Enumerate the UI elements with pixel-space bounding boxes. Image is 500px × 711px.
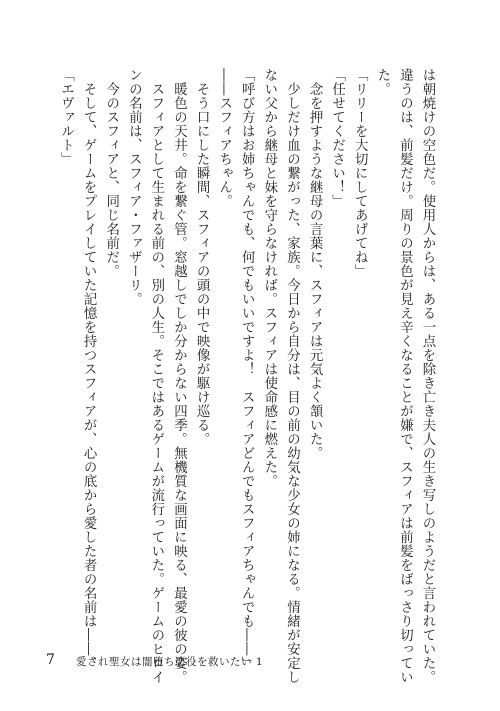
text-line: た。 [374,68,390,96]
text-line: スフィアとして生まれる前の、別の人生。そこではあるゲームが流行っていた。ゲームのヒロイ [148,68,164,684]
text-line: ない父から継母と妹を守らなければ。スフィアは使命感に燃えた。 [261,68,277,488]
text-line: ンの名前は、スフィア・ファザーリ。 [126,68,142,306]
text-line: ――スフィアちゃん。 [216,68,232,208]
text-line: は朝焼けの空色だ。使用人からは、ある一点を除き亡き夫人の生き写しのようだと言われていた。 [420,68,435,684]
text-line: 暖色の天井。命を繋ぐ管。窓越しでしか分からない四季。無機質な画面に映る、最愛の彼の姿。 [171,68,187,684]
text-line: 「リリーを大切にしてあげてね」 [352,68,368,278]
text-line: 念を押すような継母の言葉に、スフィアは元気よく頷いた。 [307,68,323,460]
text-line: 「エヴァルト」 [58,68,74,166]
page-number: 7 [46,652,55,668]
running-title: 愛され聖女は闇堕ち悪役を救いたい 1 [76,656,264,668]
text-line: そして、ゲームをプレイしていた記憶を持つスフィアが、心の底から愛した者の名前は――、 [81,68,97,670]
text-line: 少しだけ血の繋がった、家族。今日から自分は、目の前の幼気な少女の姉になる。情緒が安定し [284,68,300,684]
text-line: 「呼び方はお姉ちゃんでも、何でもいいですよ！ スフィアどんでもスフィアちゃんでも――」 [239,68,255,670]
text-line: 「任せてください！」 [329,68,345,208]
text-line: そう口にした瞬間、スフィアの頭の中で映像が駆け巡る。 [194,68,210,446]
text-line: 今のスフィアと、同じ名前だ。 [103,68,119,278]
text-line: 違うのは、前髪だけ。周りの景色が見え辛くなることが嫌で、スフィアは前髪をばっさり切ってい [397,68,413,684]
